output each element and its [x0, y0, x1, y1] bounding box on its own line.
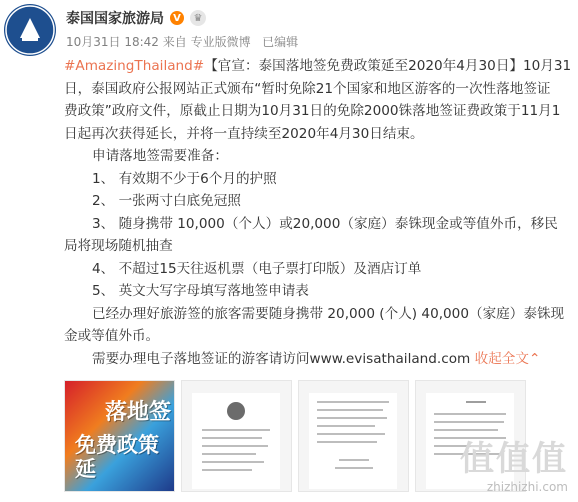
list-item: 局将现场随机抽查 [64, 238, 173, 254]
author-row [66, 8, 206, 28]
note-line-1: 已经办理好旅游签的旅客需要随身携带 20,000 (个人) 40,000（家庭）泰铢现 [92, 305, 565, 322]
garuda-emblem-icon [192, 393, 280, 489]
list-item: 1、 有效期不少于6个月的护照 [92, 170, 277, 187]
thumbnail-image[interactable] [64, 380, 175, 492]
content-line-4: 日起再次获得延长，并将一直持续至2020年4月30日结束。 [64, 125, 424, 142]
thumbnail-text: 免费政策延 [75, 433, 159, 481]
content-line-2: 日，泰国政府公报网站正式颁布“暂时免除21个国家和地区游客的一次性落地签证 [64, 80, 551, 97]
list-item: 4、 不超过15天往返机票（电子票打印版）及酒店订单 [92, 260, 422, 277]
tat-logo-icon [4, 4, 56, 56]
author-name[interactable]: 泰国国家旅游局 [66, 11, 164, 27]
list-item: 2、 一张两寸白底免冠照 [92, 193, 241, 209]
edited-label[interactable]: 已编辑 [262, 35, 299, 49]
image-thumbnails [64, 380, 526, 492]
document-page [192, 393, 280, 489]
hashtag-link[interactable]: #AmazingThailand# [64, 58, 205, 74]
content-line-1: 【官宣：泰国落地签免费政策延至2020年4月30日】10月31 [204, 58, 572, 74]
post-content [64, 55, 574, 370]
chevron-up-icon: ⌃ [528, 350, 541, 367]
thumbnail-text: 落地签 [105, 400, 172, 425]
avatar[interactable] [4, 4, 56, 56]
post-time[interactable]: 10月31日 18:42 [66, 35, 159, 49]
collapse-label: 收起全文 [474, 350, 529, 367]
watermark-logo: 值值值 [460, 439, 568, 479]
content-line-3: 费政策”政府文件，原截止日期为10月31日的免除2000铢落地签证费政策于11月1 [64, 103, 561, 119]
note-line-2: 金或等值外币。 [64, 328, 160, 344]
collapse-link[interactable] [475, 351, 541, 367]
list-item: 3、 随身携带 10,000（个人）或20,000（家庭）泰铢现金或等值外币，移民 [92, 215, 558, 232]
document-lines-icon [309, 393, 397, 489]
document-page [309, 393, 397, 489]
post-meta [66, 33, 298, 50]
thumbnail-image[interactable] [298, 380, 409, 492]
post-source[interactable]: 专业版微博 [190, 35, 251, 49]
membership-icon: ♛ [190, 10, 206, 26]
watermark-url: zhizhizhi.com [486, 480, 568, 494]
list-item: 5、 英文大写字母填写落地签申请表 [92, 283, 309, 299]
watermark [460, 431, 568, 494]
evisa-text: 需要办理电子落地签证的游客请访问www.evisathailand.com [92, 350, 471, 367]
prep-title: 申请落地签需要准备： [92, 148, 228, 164]
source-prefix: 来自 [162, 35, 187, 49]
verified-icon: V [170, 11, 184, 25]
thumbnail-image[interactable] [181, 380, 292, 492]
